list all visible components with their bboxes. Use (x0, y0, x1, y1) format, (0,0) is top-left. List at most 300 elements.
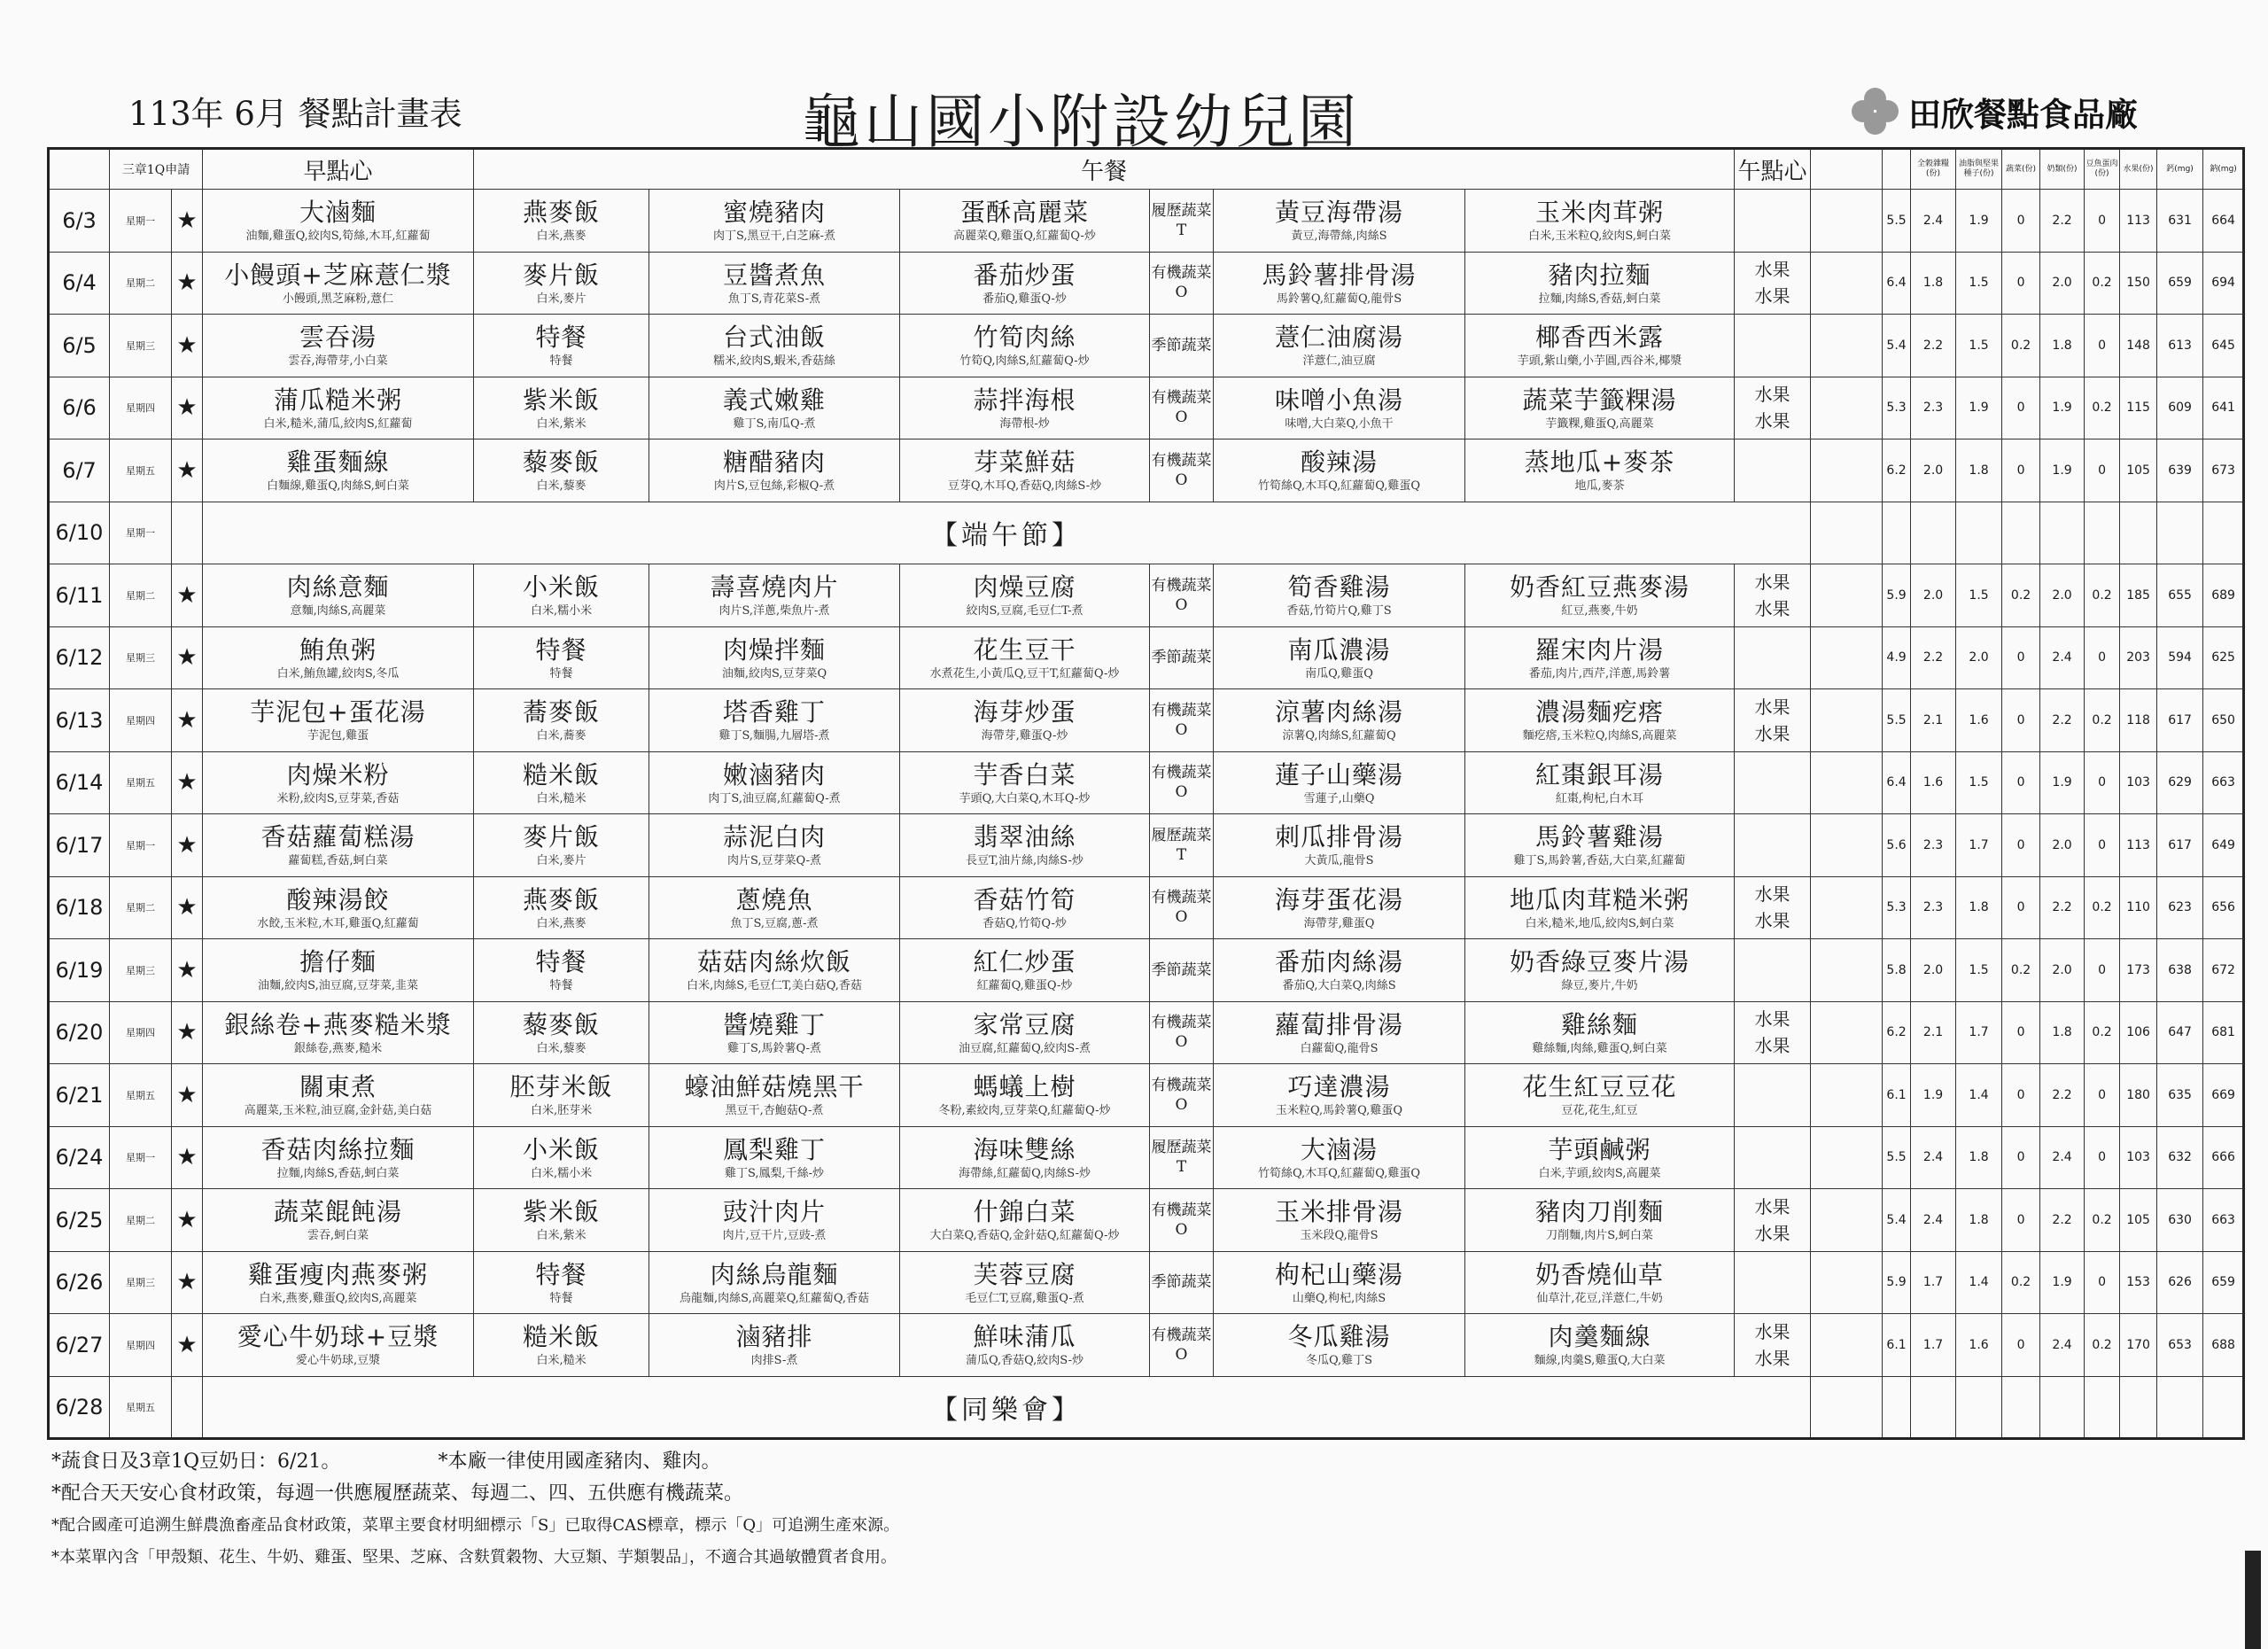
side-dish (900, 260, 1149, 307)
snack-ingredients: 紅棗,枸杞,白木耳 (1555, 791, 1644, 805)
main-dish-name: 肉燥拌麵 (723, 634, 827, 665)
breakfast-name: 銀絲卷+燕麥糙米漿 (224, 1009, 452, 1039)
breakfast (203, 385, 473, 432)
table-row (49, 939, 2244, 1002)
staple-ingredients: 特餐 (549, 666, 573, 681)
fruit-cell: 水果 水果 (1735, 377, 1811, 439)
snack (1465, 759, 1734, 806)
star-marker: ★ (172, 1189, 203, 1252)
star-marker: ★ (172, 564, 203, 627)
nutrition-value: 1.4 (1956, 1251, 2002, 1314)
side-dish (900, 1196, 1149, 1243)
staple-ingredients: 白米,糯小米 (530, 1166, 593, 1180)
side-dish (900, 884, 1149, 931)
nutrition-value: 2.2 (2040, 1064, 2085, 1127)
nutrition-value: 0.2 (2085, 1001, 2120, 1064)
footnote-text: *本廠一律使用國產豬肉、雞肉。 (438, 1451, 721, 1473)
weekday-cell: 星期一 (110, 502, 172, 564)
weekday-cell: 星期四 (110, 1314, 172, 1377)
nutrition-value: 663 (2203, 1189, 2244, 1252)
staple-name: 特餐 (535, 1259, 587, 1289)
snack-cell (1465, 939, 1735, 1002)
soup-ingredients: 黃豆,海帶絲,肉絲S (1291, 229, 1387, 244)
snack (1465, 946, 1734, 993)
nutrition-cell (1911, 1376, 1956, 1439)
staple (474, 1196, 649, 1243)
nutrition-value: 0 (2002, 626, 2040, 689)
snack-name: 豬肉刀削麵 (1535, 1197, 1665, 1227)
nutrition-value: 664 (2203, 190, 2244, 253)
snack (1465, 322, 1734, 369)
breakfast-ingredients: 白米,鮪魚罐,絞肉S,冬瓜 (276, 666, 400, 681)
staple-cell (474, 377, 649, 439)
breakfast (203, 946, 473, 993)
nutrition-value: 0 (2002, 439, 2040, 502)
staple (474, 1071, 649, 1118)
nutrition-value: 1.7 (1911, 1314, 1956, 1377)
nutrition-value: 659 (2157, 252, 2203, 315)
nutrition-value: 0 (2085, 626, 2120, 689)
side-dish-cell (900, 751, 1150, 814)
soup (1214, 884, 1464, 931)
main-dish-ingredients: 肉排S-煮 (750, 1354, 798, 1368)
nutrition-value: 2.2 (1911, 315, 1956, 377)
main-dish-name: 滷豬排 (735, 1322, 813, 1352)
nutrition-value: 2.2 (1911, 626, 1956, 689)
nutrition-value: 1.8 (1956, 1126, 2002, 1189)
fruit-cell (1811, 1376, 1883, 1439)
breakfast-ingredients: 拉麵,肉絲S,香菇,蚵白菜 (276, 1166, 400, 1180)
nutrition-value: 185 (2120, 564, 2157, 627)
snack (1465, 197, 1734, 244)
breakfast-name: 雲吞湯 (299, 323, 377, 353)
nutrition-value: 632 (2157, 1126, 2203, 1189)
breakfast-cell (203, 190, 474, 253)
table-row (49, 439, 2244, 502)
main-dish (649, 1071, 899, 1118)
weekday-cell: 星期一 (110, 190, 172, 253)
nutrition-value: 666 (2203, 1126, 2244, 1189)
snack-cell (1465, 315, 1735, 377)
nutrition-value: 2.2 (2040, 190, 2085, 253)
nutrition-value: 2.4 (1911, 1126, 1956, 1189)
breakfast-cell (203, 876, 474, 939)
main-dish-cell (649, 1126, 900, 1189)
nutrition-value: 655 (2157, 564, 2203, 627)
soup-cell (1214, 190, 1465, 253)
gap-cell (1811, 1314, 1883, 1377)
breakfast-ingredients: 小饅頭,黑芝麻粉,薏仁 (282, 292, 394, 306)
soup-cell (1214, 876, 1465, 939)
header-grains: 全穀雜糧(份) (1911, 149, 1956, 190)
nutrition-value: 0.2 (2002, 564, 2040, 627)
nutrition-value: 0 (2002, 1064, 2040, 1127)
nutrition-value: 1.9 (1911, 1064, 1956, 1127)
gap-cell (1811, 315, 1883, 377)
side-dish (900, 1259, 1149, 1306)
side-dish-ingredients: 番茄Q,雞蛋Q-炒 (983, 292, 1067, 306)
staple-ingredients: 特餐 (549, 979, 573, 993)
side-dish-ingredients: 油豆腐,紅蘿蔔Q,絞肉S-煮 (958, 1041, 1091, 1055)
breakfast-cell (203, 1251, 474, 1314)
nutrition-value: 641 (2203, 377, 2244, 439)
main-dish-ingredients: 烏龍麵,肉絲S,高麗菜Q,紅蘿蔔Q,香菇 (680, 1291, 870, 1305)
nutrition-value: 5.4 (1883, 315, 1911, 377)
staple (474, 1259, 649, 1306)
main-dish-cell (649, 1064, 900, 1127)
nutrition-value: 2.0 (1956, 626, 2002, 689)
staple-cell (474, 876, 649, 939)
snack-cell (1465, 814, 1735, 877)
soup-name: 蓮子山藥湯 (1275, 759, 1404, 789)
star-marker: ★ (172, 1064, 203, 1127)
side-dish-name: 芋香白菜 (973, 759, 1076, 789)
staple (474, 385, 649, 432)
company-logo (1850, 85, 2138, 138)
nutrition-value: 2.0 (2040, 564, 2085, 627)
main-dish (649, 696, 899, 743)
nutrition-value: 2.4 (1911, 190, 1956, 253)
nutrition-value: 0 (2085, 1064, 2120, 1127)
side-dish-name: 花生豆干 (973, 634, 1076, 665)
breakfast (203, 1321, 473, 1368)
gap-cell (1811, 751, 1883, 814)
header-sodium: 鈉(mg) (2203, 149, 2244, 190)
veg-type: 季節蔬菜 (1150, 939, 1214, 1002)
nutrition-value: 689 (2203, 564, 2244, 627)
nutrition-value: 2.3 (1911, 876, 1956, 939)
staple (474, 946, 649, 993)
main-dish-cell (649, 689, 900, 752)
weekday-cell: 星期二 (110, 1189, 172, 1252)
nutrition-value: 1.5 (1956, 252, 2002, 315)
main-dish-name: 嫩滷豬肉 (723, 759, 827, 789)
side-dish-cell (900, 689, 1150, 752)
nutrition-value: 0.2 (2002, 939, 2040, 1002)
nutrition-value: 0.2 (2085, 876, 2120, 939)
star-marker: ★ (172, 190, 203, 253)
staple-cell (474, 190, 649, 253)
snack-cell (1465, 1126, 1735, 1189)
staple (474, 634, 649, 681)
soup-cell (1214, 939, 1465, 1002)
soup-cell (1214, 1251, 1465, 1314)
date-cell: 6/10 (49, 502, 110, 564)
fruit-cell: 水果 水果 (1735, 1001, 1811, 1064)
nutrition-value: 5.3 (1883, 876, 1911, 939)
main-dish-cell (649, 439, 900, 502)
side-dish (900, 447, 1149, 494)
breakfast (203, 634, 473, 681)
staple-name: 小米飯 (523, 1134, 601, 1164)
snack-name: 玉米肉茸粥 (1535, 198, 1665, 228)
gap-cell (1811, 939, 1883, 1002)
weekday-cell: 星期五 (110, 751, 172, 814)
nutrition-value: 2.0 (2040, 939, 2085, 1002)
snack-name: 濃湯麵疙瘩 (1535, 697, 1665, 727)
breakfast-cell (203, 814, 474, 877)
snack-ingredients: 綠豆,麥片,牛奶 (1561, 979, 1638, 993)
main-dish-ingredients: 肉丁S,油豆腐,紅蘿蔔Q-煮 (708, 791, 841, 805)
weekday-cell: 星期五 (110, 439, 172, 502)
header-lunch: 午餐 (474, 149, 1735, 190)
nutrition-value: 629 (2157, 751, 2203, 814)
staple-cell (474, 1189, 649, 1252)
staple-name: 燕麥飯 (523, 198, 601, 228)
nutrition-value: 2.2 (2040, 876, 2085, 939)
scan-edge (2245, 1551, 2261, 1649)
soup-cell (1214, 377, 1465, 439)
nutrition-value: 2.0 (1911, 939, 1956, 1002)
snack-cell (1465, 626, 1735, 689)
nutrition-value: 113 (2120, 814, 2157, 877)
side-dish-ingredients: 冬粉,素絞肉,豆芽菜Q,紅蘿蔔Q-炒 (938, 1104, 1111, 1118)
soup-cell (1214, 1189, 1465, 1252)
snack-ingredients: 雞丁S,馬鈴薯,香菇,大白菜,紅蘿蔔 (1513, 854, 1686, 868)
side-dish-name: 芙蓉豆腐 (973, 1259, 1076, 1289)
breakfast-name: 鮪魚粥 (299, 634, 377, 665)
snack (1465, 1259, 1734, 1306)
side-dish-ingredients: 長豆T,油片絲,肉絲S-炒 (966, 854, 1084, 868)
nutrition-value: 150 (2120, 252, 2157, 315)
snack-ingredients: 麵線,肉羹S,雞蛋Q,大白菜 (1534, 1354, 1666, 1368)
month-title: 113年 6月 餐點計畫表 (128, 95, 462, 133)
weekday-cell: 星期一 (110, 1126, 172, 1189)
staple-ingredients: 白米,燕麥 (536, 916, 586, 930)
company-name: 田欣餐點食品廠 (1908, 96, 2138, 134)
snack-ingredients: 麵疙瘩,玉米粒Q,肉絲S,高麗菜 (1522, 729, 1677, 743)
nutrition-value: 0 (2002, 252, 2040, 315)
header-marker: 三章1Q申請 (110, 149, 203, 190)
nutrition-cell (2157, 502, 2203, 564)
staple (474, 696, 649, 743)
side-dish-ingredients: 蒲瓜Q,香菇Q,絞肉S-炒 (965, 1354, 1084, 1368)
fruit-cell (1735, 1126, 1811, 1189)
side-dish (900, 572, 1149, 618)
nutrition-value: 0 (2085, 190, 2120, 253)
side-dish-ingredients: 紅蘿蔔Q,雞蛋Q-炒 (976, 979, 1073, 993)
snack-cell (1465, 190, 1735, 253)
main-dish-cell (649, 252, 900, 315)
side-dish (900, 322, 1149, 369)
side-dish-ingredients: 水煮花生,小黃瓜Q,豆干T,紅蘿蔔Q-炒 (929, 666, 1120, 681)
footnote (51, 1478, 899, 1510)
holiday-label: 【同樂會】 (203, 1376, 1811, 1439)
soup-name: 海芽蛋花湯 (1275, 884, 1404, 914)
nutrition-cell (2120, 1376, 2157, 1439)
nutrition-cell (1911, 502, 1956, 564)
soup-ingredients: 洋薏仁,油豆腐 (1302, 354, 1376, 369)
header-fruit-serving: 水果(份) (2120, 149, 2157, 190)
date-cell: 6/3 (49, 190, 110, 253)
main-dish-cell (649, 315, 900, 377)
clover-logo-icon (1850, 86, 1901, 137)
nutrition-value: 1.9 (2040, 1251, 2085, 1314)
snack (1465, 1134, 1734, 1181)
side-dish-cell (900, 1064, 1150, 1127)
nutrition-value: 1.5 (1956, 939, 2002, 1002)
footnotes (51, 1446, 899, 1574)
staple-cell (474, 1001, 649, 1064)
fruit-cell (1735, 439, 1811, 502)
soup (1214, 759, 1464, 806)
soup-name: 冬瓜雞湯 (1287, 1322, 1391, 1352)
nutrition-value: 1.6 (1956, 1314, 2002, 1377)
main-dish (649, 1259, 899, 1306)
nutrition-value: 1.8 (1911, 252, 1956, 315)
soup-name: 馬鈴薯排骨湯 (1262, 260, 1417, 290)
nutrition-value: 631 (2157, 190, 2203, 253)
nutrition-value: 6.4 (1883, 252, 1911, 315)
staple-cell (474, 814, 649, 877)
gap-cell (1811, 814, 1883, 877)
fruit-cell (1735, 190, 1811, 253)
nutrition-value: 0 (2002, 814, 2040, 877)
side-dish-ingredients: 毛豆仁T,豆腐,雞蛋Q-煮 (965, 1291, 1084, 1305)
footnote (51, 1542, 899, 1574)
main-dish-cell (649, 814, 900, 877)
gap-cell (1811, 626, 1883, 689)
side-dish-ingredients: 香菇Q,竹筍Q-炒 (983, 916, 1067, 930)
main-dish-name: 蠔油鮮菇燒黑干 (684, 1072, 865, 1102)
nutrition-value: 1.5 (1956, 751, 2002, 814)
staple-cell (474, 315, 649, 377)
snack (1465, 696, 1734, 743)
soup-ingredients: 大黃瓜,龍骨S (1304, 854, 1374, 868)
staple-ingredients: 白米,糙米 (536, 1354, 586, 1368)
snack-name: 奶香綠豆麥片湯 (1510, 947, 1690, 977)
nutrition-value: 5.5 (1883, 1126, 1911, 1189)
date-cell: 6/27 (49, 1314, 110, 1377)
star-marker: ★ (172, 626, 203, 689)
veg-type: 履歷蔬菜T (1150, 814, 1214, 877)
nutrition-value: 638 (2157, 939, 2203, 1002)
nutrition-value: 2.4 (2040, 626, 2085, 689)
meal-plan-table (47, 147, 2245, 1440)
nutrition-value: 0 (2085, 1251, 2120, 1314)
table-row (49, 814, 2244, 877)
nutrition-value: 1.7 (1956, 1001, 2002, 1064)
table-row (49, 876, 2244, 939)
main-dish-name: 蜜燒豬肉 (723, 198, 827, 228)
breakfast-ingredients: 油麵,雞蛋Q,絞肉S,筍絲,木耳,紅蘿蔔 (245, 229, 431, 244)
staple (474, 1134, 649, 1181)
nutrition-value: 1.9 (2040, 751, 2085, 814)
snack (1465, 385, 1734, 432)
main-dish-name: 塔香雞丁 (723, 697, 827, 727)
side-dish-name: 什錦白菜 (973, 1197, 1076, 1227)
table-row (49, 1189, 2244, 1252)
breakfast (203, 447, 473, 494)
snack-name: 地瓜肉茸糙米粥 (1510, 884, 1690, 914)
weekday-cell: 星期一 (110, 814, 172, 877)
side-dish-name: 家常豆腐 (973, 1009, 1076, 1039)
breakfast-name: 愛心牛奶球+豆漿 (237, 1322, 439, 1352)
nutrition-value: 630 (2157, 1189, 2203, 1252)
nutrition-value: 0 (2002, 1314, 2040, 1377)
soup-ingredients: 香菇,竹筍片Q,雞丁S (1286, 604, 1392, 618)
nutrition-cell (1956, 1376, 2002, 1439)
staple-name: 特餐 (535, 323, 587, 353)
nutrition-value: 0 (2085, 814, 2120, 877)
weekday-cell: 星期五 (110, 1064, 172, 1127)
veg-type: 有機蔬菜O (1150, 689, 1214, 752)
side-dish-cell (900, 1189, 1150, 1252)
soup (1214, 197, 1464, 244)
nutrition-value: 1.8 (2040, 315, 2085, 377)
date-cell: 6/14 (49, 751, 110, 814)
soup-ingredients: 番茄Q,大白菜Q,肉絲S (1282, 979, 1396, 993)
nutrition-cell (2120, 502, 2157, 564)
table-row (49, 1314, 2244, 1377)
veg-type: 季節蔬菜 (1150, 626, 1214, 689)
footnote (51, 1510, 899, 1542)
nutrition-value: 203 (2120, 626, 2157, 689)
staple-ingredients: 特餐 (549, 1291, 573, 1305)
snack (1465, 447, 1734, 494)
breakfast-cell (203, 377, 474, 439)
soup (1214, 260, 1464, 307)
nutrition-value: 650 (2203, 689, 2244, 752)
soup (1214, 821, 1464, 868)
star-marker: ★ (172, 939, 203, 1002)
snack (1465, 1071, 1734, 1118)
nutrition-value: 0 (2002, 1189, 2040, 1252)
soup-cell (1214, 315, 1465, 377)
nutrition-value: 659 (2203, 1251, 2244, 1314)
side-dish-cell (900, 439, 1150, 502)
header-fruit (1811, 149, 1883, 190)
side-dish (900, 1071, 1149, 1118)
main-dish-ingredients: 雞丁S,鳳梨,千絲-炒 (724, 1166, 825, 1180)
nutrition-value: 2.2 (2040, 1189, 2085, 1252)
snack-name: 奶香燒仙草 (1535, 1259, 1665, 1289)
nutrition-cell (2085, 502, 2120, 564)
holiday-label: 【端午節】 (203, 502, 1811, 564)
weekday-cell: 星期二 (110, 876, 172, 939)
breakfast-ingredients: 水餃,玉米粒,木耳,雞蛋Q,紅蘿蔔 (257, 916, 419, 930)
staple-ingredients: 白米,燕麥 (536, 229, 586, 244)
breakfast-name: 雞蛋瘦肉燕麥粥 (248, 1259, 429, 1289)
staple-name: 藜麥飯 (523, 1009, 601, 1039)
main-dish-cell (649, 876, 900, 939)
weekday-cell: 星期三 (110, 315, 172, 377)
side-dish (900, 759, 1149, 806)
nutrition-cell (2085, 1376, 2120, 1439)
gap-cell (1811, 689, 1883, 752)
main-dish-ingredients: 肉片S,豆芽菜Q-煮 (726, 854, 822, 868)
table-row (49, 751, 2244, 814)
date-cell: 6/24 (49, 1126, 110, 1189)
staple-ingredients: 白米,藜麥 (536, 479, 586, 494)
gap-cell (1811, 439, 1883, 502)
snack-cell (1465, 1189, 1735, 1252)
nutrition-value: 0.2 (2085, 1189, 2120, 1252)
nutrition-value: 103 (2120, 1126, 2157, 1189)
nutrition-value: 110 (2120, 876, 2157, 939)
breakfast-name: 蔬菜餛飩湯 (274, 1197, 403, 1227)
side-dish (900, 1009, 1149, 1056)
nutrition-value: 115 (2120, 377, 2157, 439)
main-dish (649, 759, 899, 806)
side-dish-ingredients: 豆芽Q,木耳Q,香菇Q,肉絲S-炒 (947, 479, 1102, 494)
breakfast-name: 小饅頭+芝麻薏仁漿 (224, 260, 452, 290)
nutrition-value: 2.1 (1911, 689, 1956, 752)
footnote (51, 1446, 899, 1478)
nutrition-cell (2002, 1376, 2040, 1439)
weekday-cell: 星期四 (110, 689, 172, 752)
nutrition-value: 2.3 (1911, 814, 1956, 877)
